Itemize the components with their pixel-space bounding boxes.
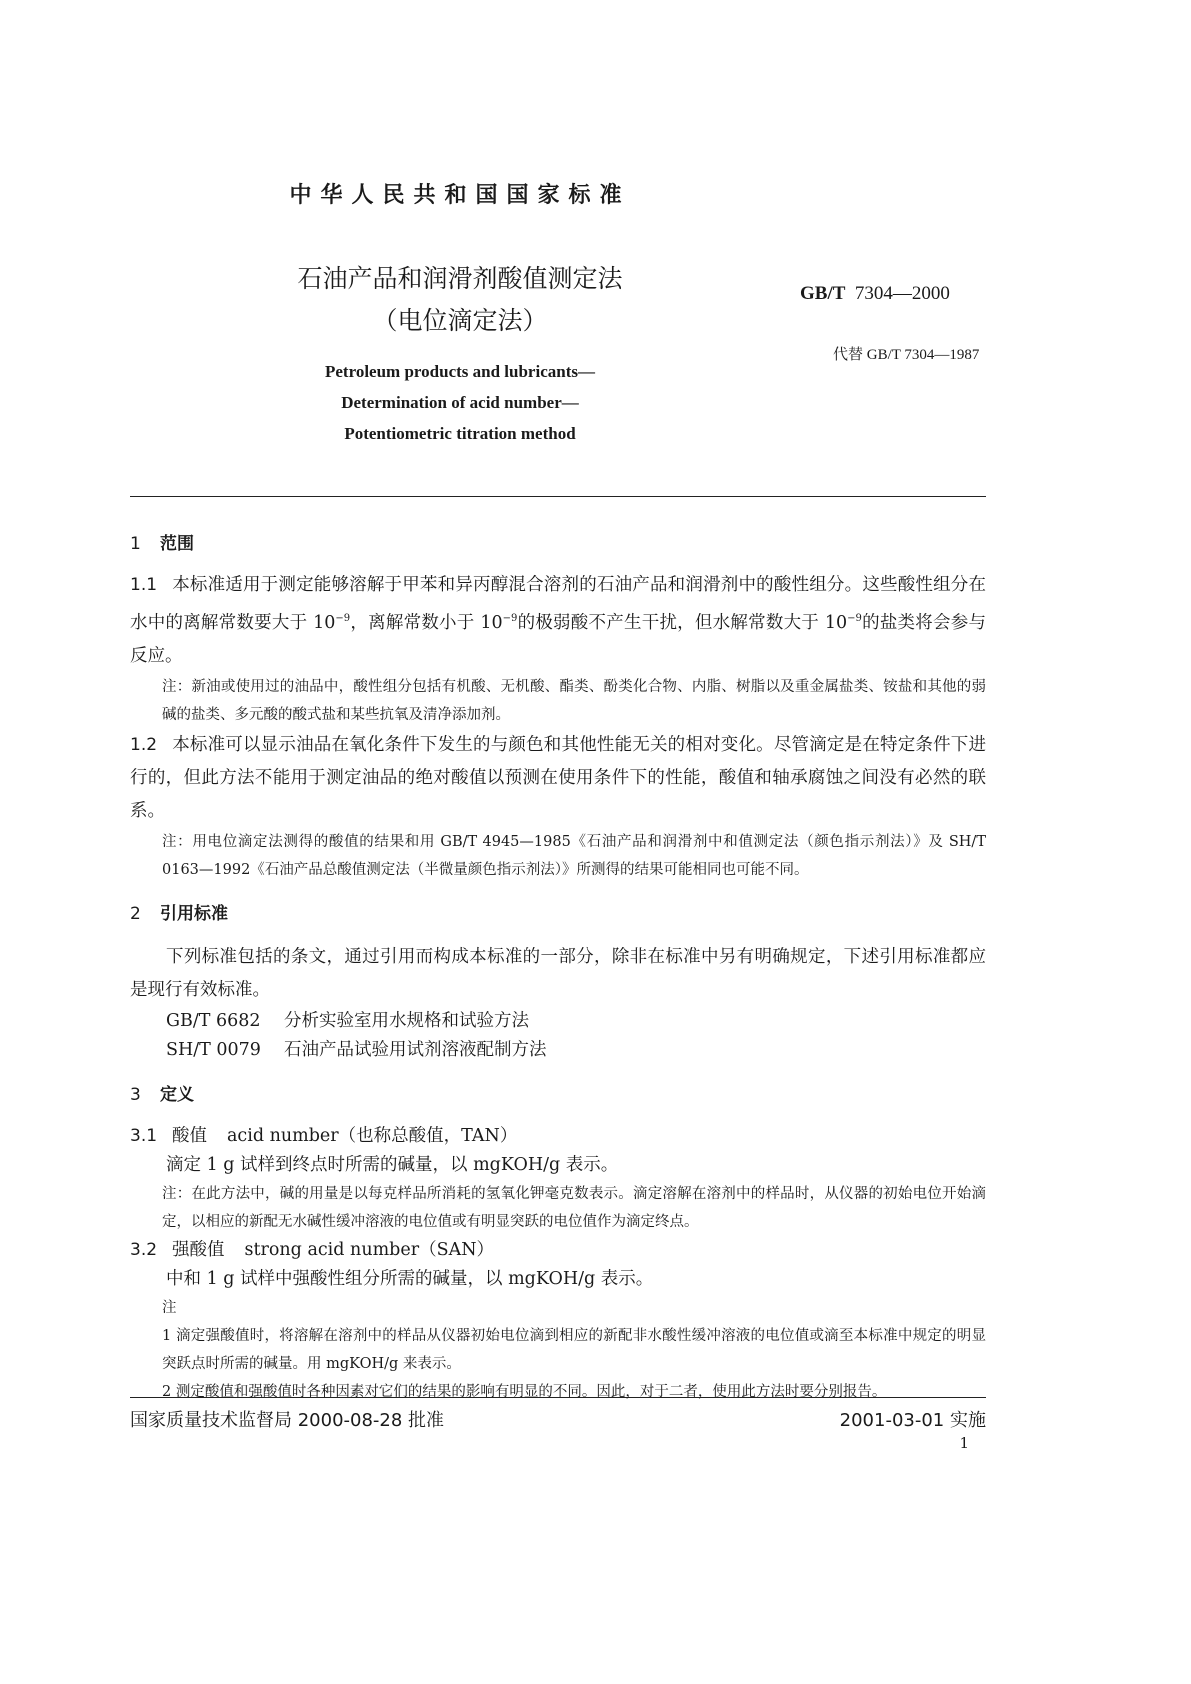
- replaces-code: 代替 GB/T 7304—1987: [833, 347, 980, 363]
- english-title-line: Determination of acid number—: [341, 393, 579, 412]
- paragraph: 下列标准包括的条文，通过引用而构成本标准的一部分，除非在标准中另有明确规定，下述引用标准都应是现行有效标准。: [130, 946, 986, 1000]
- definition-3-1: 3.1 酸值 acid number（也称总酸值，TAN）: [130, 1125, 518, 1146]
- standard-code: GB/T 7304—2000: [800, 283, 950, 304]
- definition-3-2: 3.2 强酸值 strong acid number（SAN）: [130, 1239, 495, 1260]
- approval-date: 国家质量技术监督局 2000-08-28 批准: [130, 1410, 445, 1431]
- note-item: 2 测定酸值和强酸值时各种因素对它们的结果的影响有明显的不同。因此，对于二者，使用此方法时要分别报告。: [162, 1383, 887, 1400]
- section-heading: 3 定义: [130, 1084, 194, 1105]
- english-title-line: Potentiometric titration method: [344, 424, 576, 443]
- title-line-2: （电位滴定法）: [372, 306, 548, 335]
- english-title-line: Petroleum products and lubricants—: [325, 362, 595, 381]
- title-line-1: 石油产品和润滑剂酸值测定法: [297, 264, 623, 293]
- section-heading: 1 范围: [130, 534, 194, 554]
- footer-divider: [130, 1397, 986, 1398]
- note: 注：用电位滴定法测得的酸值的结果和用 GB/T 4945—1985《石油产品和润滑剂中和值测定法（颜色指示剂法）》及 SH/T 0163—1992《石油产品总酸值测定法（半微量颜色指示剂法）》所测得的结果可能相同也可能不同。: [162, 833, 986, 878]
- clause-1-2: 1.2 本标准可以显示油品在氧化条件下发生的与颜色和其他性能无关的相对变化。尽管滴定是在特定条件下进行的，但此方法不能用于测定油品的绝对酸值以预测在使用条件下的性能，酸值和轴承腐蚀之间没有必然的联系。: [130, 734, 986, 821]
- english-title: [130, 356, 790, 449]
- divider: [130, 496, 986, 497]
- note-item: 1 滴定强酸值时，将溶解在溶剂中的样品从仪器初始电位滴到相应的新配非水酸性缓冲溶液的电位值或滴至本标准中规定的明显突跃点时所需的碱量。用 mgKOH/g 来表示。: [162, 1327, 986, 1372]
- reference: SH/T 0079 石油产品试验用试剂溶液配制方法: [166, 1039, 547, 1060]
- effective-date: 2001-03-01 实施: [839, 1410, 986, 1431]
- definition-text: 滴定 1 g 试样到终点时所需的碱量，以 mgKOH/g 表示。: [166, 1154, 619, 1175]
- note: 注：在此方法中，碱的用量是以每克样品所消耗的氢氧化钾毫克数表示。滴定溶解在溶剂中的样品时，从仪器的初始电位开始滴定，以相应的新配无水碱性缓冲溶液的电位值或有明显突跃的电位值作为滴定终点。: [162, 1185, 986, 1230]
- note-label: 注: [162, 1299, 177, 1316]
- reference: GB/T 6682 分析实验室用水规格和试验方法: [166, 1010, 529, 1031]
- clause-1-1: 1.1 本标准适用于测定能够溶解于甲苯和异丙醇混合溶剂的石油产品和润滑剂中的酸性组分。这些酸性组分在水中的离解常数要大于 $10^{-9}$，离解常数小于 $10^{-9}$的极弱酸不产生干扰，但水解常数大于 $10^{-9}$的盐类将会参与反应。: [130, 575, 986, 666]
- section-heading: 2 引用标准: [130, 903, 228, 924]
- document-body: [130, 528, 986, 1406]
- note: 注：新油或使用过的油品中，酸性组分包括有机酸、无机酸、酯类、酚类化合物、内脂、树脂以及重金属盐类、铵盐和其他的弱碱的盐类、多元酸的酸式盐和某些抗氧及清净添加剂。: [162, 678, 986, 723]
- document-title: [130, 258, 790, 342]
- definition-text: 中和 1 g 试样中强酸性组分所需的碱量，以 mgKOH/g 表示。: [166, 1268, 654, 1289]
- issuing-body: 中华人民共和国国家标准: [289, 183, 631, 208]
- page-number: 1: [959, 1434, 969, 1452]
